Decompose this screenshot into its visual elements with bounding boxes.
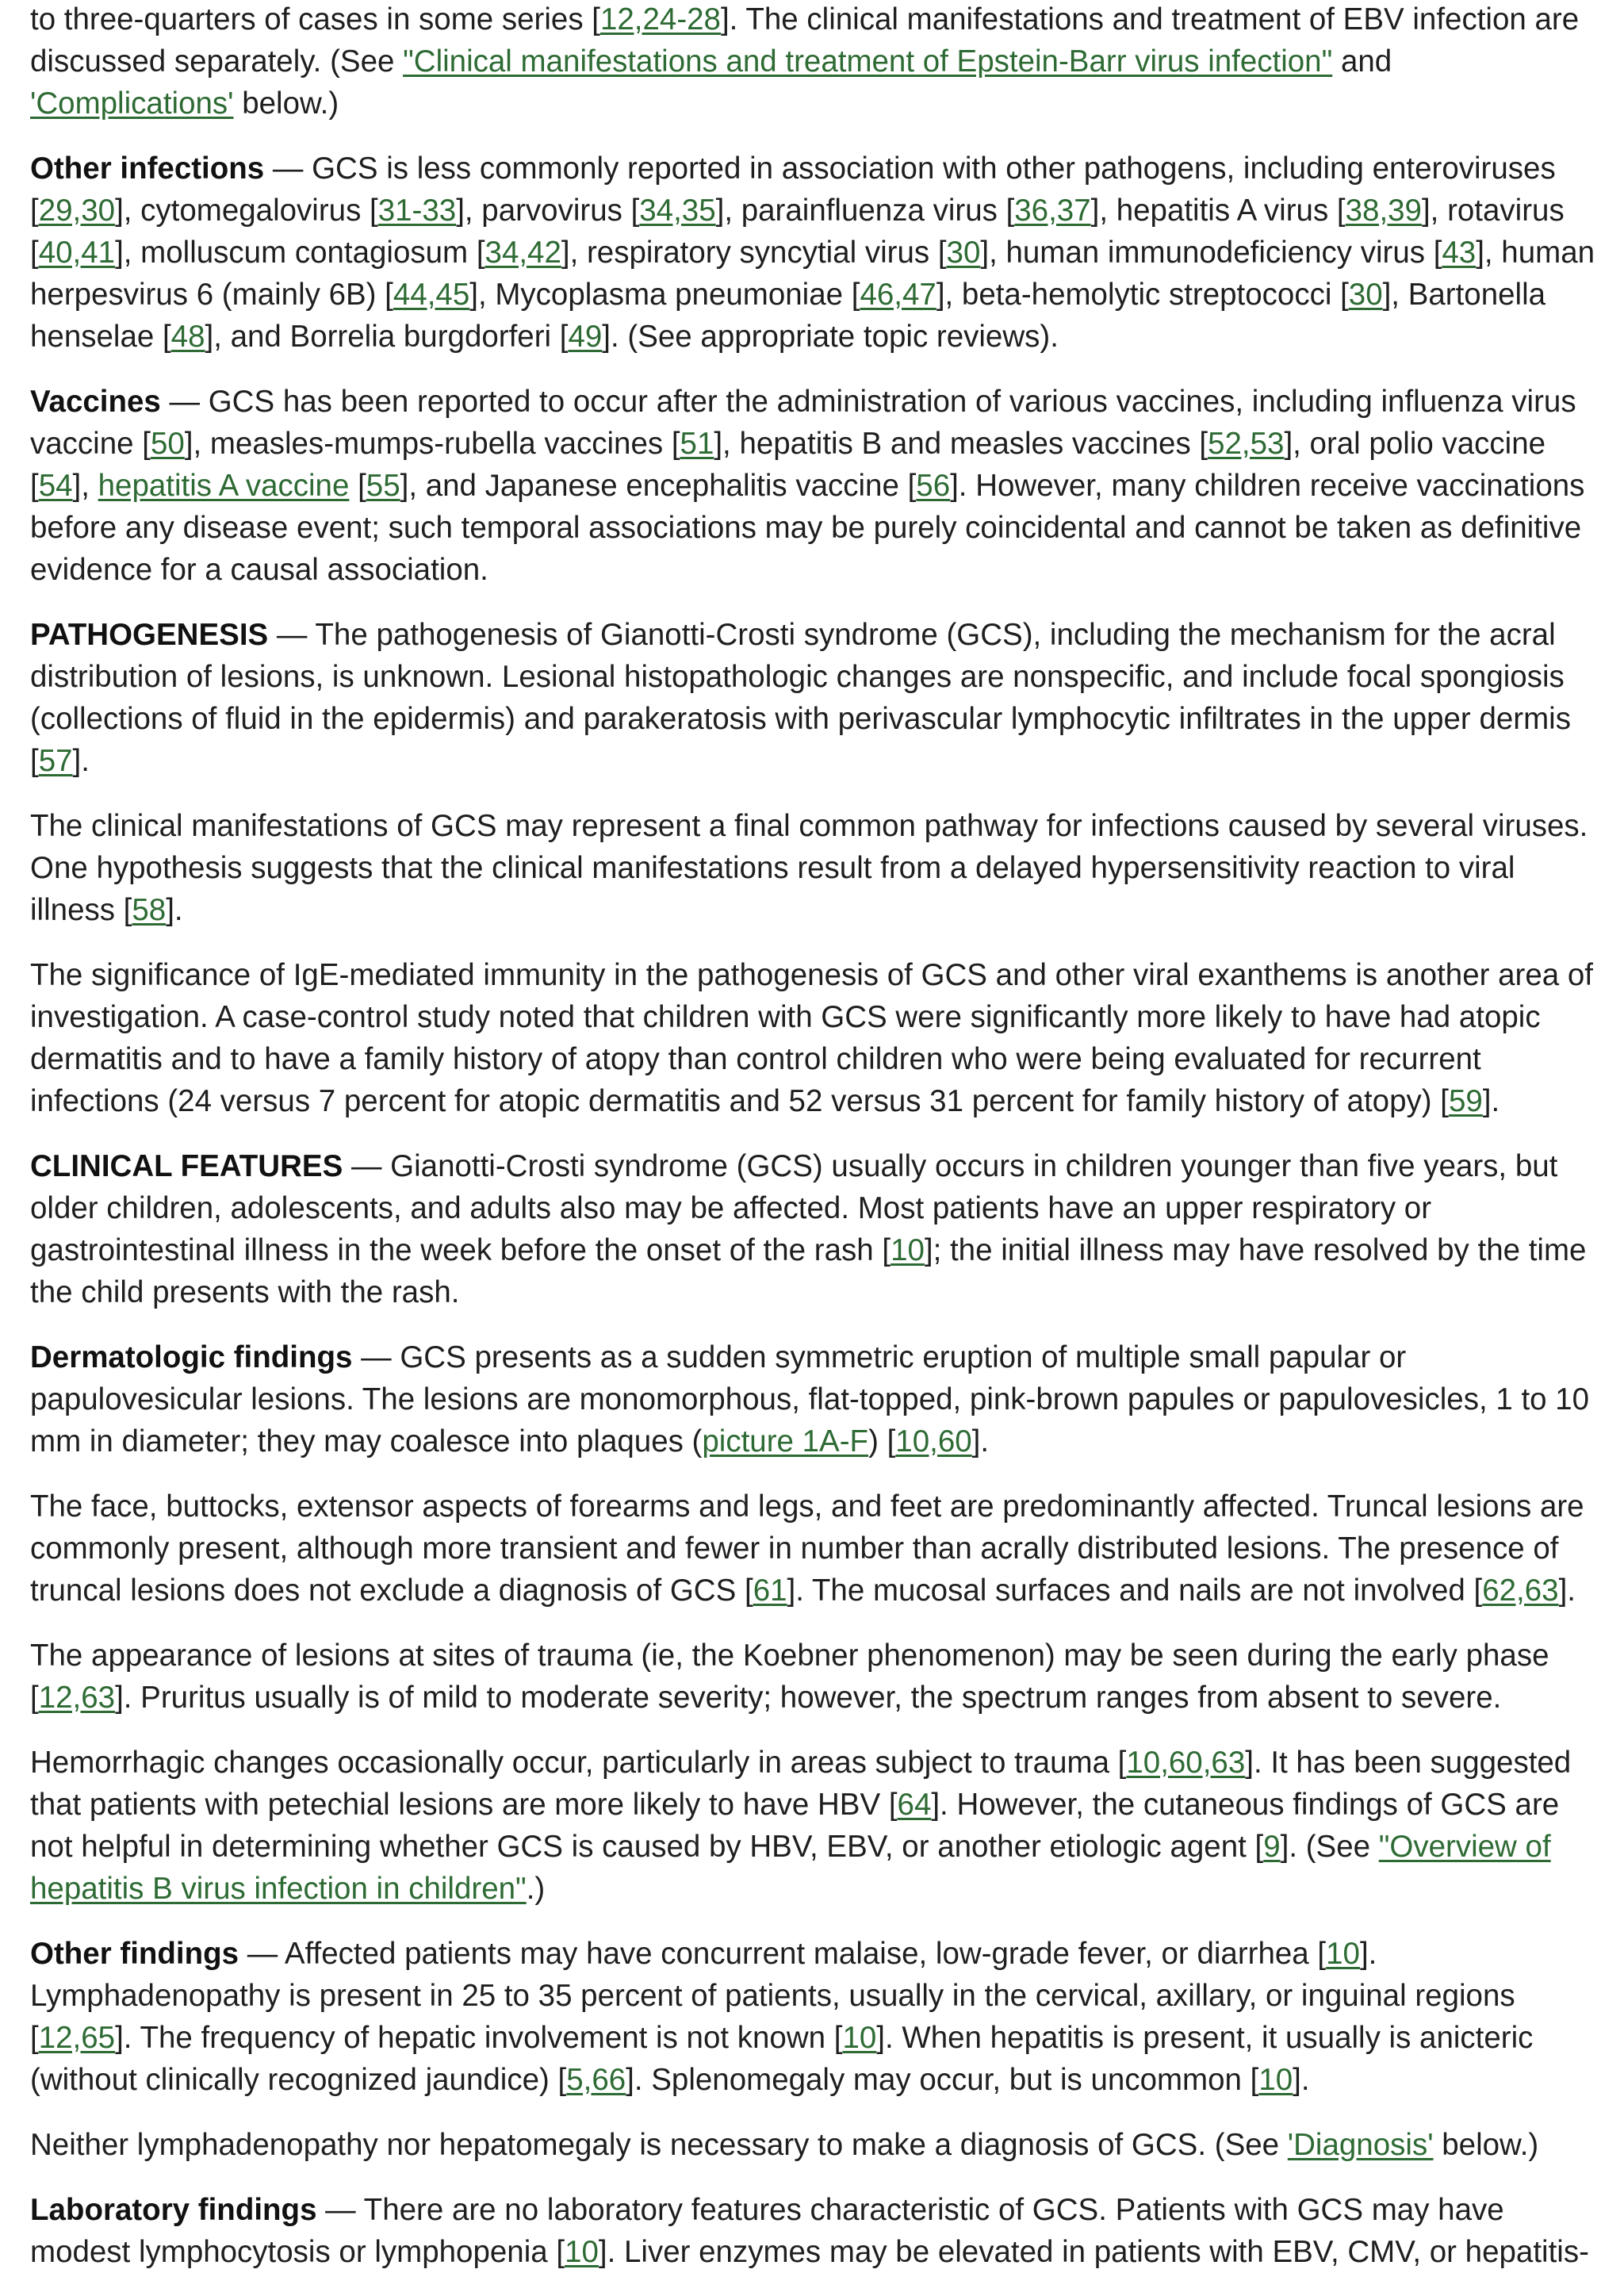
paragraph-distribution xyxy=(30,1485,1596,1612)
reference-link[interactable]: 50 xyxy=(150,427,185,461)
body-text: ], measles-mumps-rubella vaccines [ xyxy=(184,427,680,461)
paragraph-dermatologic-findings xyxy=(30,1336,1596,1462)
reference-link[interactable]: 12,65 xyxy=(38,2021,116,2055)
body-text: ]. Splenomegaly may occur, but is uncommon [ xyxy=(626,2063,1259,2097)
topic-link[interactable]: "Clinical manifestations and treatment of Epstein-Barr virus infection" xyxy=(403,44,1333,79)
reference-link[interactable]: 10,60,63 xyxy=(1126,1746,1246,1780)
body-text: ]. (See xyxy=(1280,1830,1379,1864)
section-heading: Other infections xyxy=(30,151,265,186)
reference-link[interactable]: 40,41 xyxy=(38,236,116,270)
reference-link[interactable]: 34,42 xyxy=(485,236,561,270)
reference-link[interactable]: 52,53 xyxy=(1208,427,1285,461)
body-text: The appearance of lesions at sites of trauma (ie, the Koebner phenomenon) may be seen during the early phase [ xyxy=(30,1639,1549,1715)
body-text: Neither lymphadenopathy nor hepatomegaly is necessary to make a diagnosis of GCS. (See xyxy=(30,2128,1288,2162)
paragraph-clinical-features xyxy=(30,1145,1596,1313)
body-text: ]. xyxy=(1293,2063,1310,2097)
body-text: ], oral polio vaccine [ xyxy=(30,427,1546,503)
body-text: [ xyxy=(349,469,366,503)
body-text: ]. xyxy=(166,893,183,927)
article-body xyxy=(30,0,1596,2296)
topic-link[interactable]: "Overview of hepatitis B virus infection in children" xyxy=(30,1830,1551,1906)
reference-link[interactable]: 51 xyxy=(680,427,714,461)
reference-link[interactable]: 57 xyxy=(38,744,73,778)
body-text: — GCS has been reported to occur after the administration of various vaccines, including influenza virus vaccine [ xyxy=(30,385,1576,461)
body-text: ]. xyxy=(1482,1084,1500,1118)
reference-link[interactable]: 54 xyxy=(38,469,73,503)
topic-link[interactable]: picture 1A-F xyxy=(702,1424,869,1458)
topic-link[interactable]: hepatitis A vaccine xyxy=(98,469,350,503)
body-text: ]. The mucosal surfaces and nails are not involved [ xyxy=(787,1573,1483,1608)
body-text: to three-quarters of cases in some series [ xyxy=(30,2,600,36)
paragraph-hemorrhagic xyxy=(30,1742,1596,1910)
body-text: ], hepatitis A virus [ xyxy=(1090,194,1346,228)
body-text: ]; the initial illness may have resolved by the time the child presents with the rash. xyxy=(30,1233,1587,1309)
paragraph-pathogenesis xyxy=(30,614,1596,782)
paragraph-koebner xyxy=(30,1635,1596,1719)
paragraph-laboratory-findings xyxy=(30,2189,1596,2273)
body-text: below.) xyxy=(1433,2128,1539,2162)
reference-link[interactable]: 44,45 xyxy=(393,278,470,312)
topic-link[interactable]: 'Complications' xyxy=(30,86,234,121)
body-text: below.) xyxy=(233,86,339,121)
body-text: ]. The frequency of hepatic involvement is not known [ xyxy=(115,2021,843,2055)
reference-link[interactable]: 43 xyxy=(1442,236,1477,270)
paragraph-ebv-continued xyxy=(30,0,1596,125)
reference-link[interactable]: 30 xyxy=(946,236,981,270)
reference-link[interactable]: 10 xyxy=(1326,1937,1360,1971)
body-text: ]. However, many children receive vaccinations before any disease event; such temporal associations may be purely coincidental and cannot be taken as definitive evidence for a causal association. xyxy=(30,469,1585,587)
body-text: ]. It has been suggested that patients with petechial lesions are more likely to have HBV [ xyxy=(30,1746,1572,1822)
reference-link[interactable]: 56 xyxy=(916,469,951,503)
paragraph-final-common-pathway xyxy=(30,805,1596,931)
body-text: ], and Japanese encephalitis vaccine [ xyxy=(400,469,917,503)
body-text: ]. The clinical manifestations and treatment of EBV infection are discussed separately. (See xyxy=(30,2,1580,79)
body-text: — The pathogenesis of Gianotti-Crosti syndrome (GCS), including the mechanism for the acral distribution of lesions, is unknown. Lesional histopathologic changes are nonspecific, and include focal spongiosis (collections of fluid in the epidermis) and parakeratosis with perivascular lymphocytic infiltrates in the upper dermis [ xyxy=(30,618,1571,778)
reference-link[interactable]: 10 xyxy=(1258,2063,1293,2097)
body-text: ], parainfluenza virus [ xyxy=(715,194,1015,228)
body-text: ], beta-hemolytic streptococci [ xyxy=(936,278,1349,312)
reference-link[interactable]: 30 xyxy=(1348,278,1383,312)
reference-link[interactable]: 58 xyxy=(132,893,167,927)
body-text: ]. Pruritus usually is of mild to moderate severity; however, the spectrum ranges from absent to severe. xyxy=(115,1681,1502,1715)
reference-link[interactable]: 12,24-28 xyxy=(599,2,721,36)
reference-link[interactable]: 31-33 xyxy=(377,194,457,228)
paragraph-not-necessary xyxy=(30,2124,1596,2166)
body-text: — Affected patients may have concurrent malaise, low-grade fever, or diarrhea [ xyxy=(239,1937,1327,1971)
body-text: ]. xyxy=(1558,1573,1576,1608)
section-heading: Dermatologic findings xyxy=(30,1340,353,1374)
reference-link[interactable]: 12,63 xyxy=(38,1681,116,1715)
reference-link[interactable]: 34,35 xyxy=(639,194,716,228)
body-text: ) [ xyxy=(868,1424,896,1458)
section-heading: Laboratory findings xyxy=(30,2193,317,2227)
body-text: — GCS presents as a sudden symmetric eruption of multiple small papular or papulovesicular lesions. The lesions are monomorphous, flat-topped, pink-brown papules or papulovesicles, 1 to 10 mm in diameter; they may coalesce into plaques ( xyxy=(30,1340,1590,1458)
body-text: ]. xyxy=(72,744,90,778)
paragraph-ige-immunity xyxy=(30,954,1596,1122)
body-text: ], cytomegalovirus [ xyxy=(115,194,378,228)
body-text: — GCS is less commonly reported in association with other pathogens, including enteroviruses [ xyxy=(30,151,1556,228)
reference-link[interactable]: 38,39 xyxy=(1345,194,1422,228)
body-text: ], rotavirus [ xyxy=(30,194,1565,270)
body-text: ], and Borrelia burgdorferi [ xyxy=(205,320,569,354)
section-heading: CLINICAL FEATURES xyxy=(30,1149,343,1183)
body-text: ], molluscum contagiosum [ xyxy=(115,236,485,270)
body-text: ]. xyxy=(971,1424,990,1458)
reference-link[interactable]: 5,66 xyxy=(566,2063,626,2097)
body-text: Hemorrhagic changes occasionally occur, particularly in areas subject to trauma [ xyxy=(30,1746,1127,1780)
reference-link[interactable]: 49 xyxy=(568,320,603,354)
body-text: ]. However, the cutaneous findings of GCS are not helpful in determining whether GCS is caused by HBV, EBV, or another etiologic agent [ xyxy=(30,1788,1560,1864)
topic-link[interactable]: 'Diagnosis' xyxy=(1287,2128,1434,2162)
reference-link[interactable]: 46,47 xyxy=(860,278,936,312)
reference-link[interactable]: 55 xyxy=(366,469,400,503)
body-text: ], xyxy=(72,469,98,503)
body-text: ]. Lymphadenopathy is present in 25 to 35 percent of patients, usually in the cervical, axillary, or inguinal regions [ xyxy=(30,1937,1515,2055)
body-text: ], Bartonella henselae [ xyxy=(30,278,1546,354)
body-text: ]. When hepatitis is present, it usually is anicteric (without clinically recognized jaundice) [ xyxy=(30,2021,1534,2097)
paragraph-other-infections xyxy=(30,148,1596,358)
body-text: ], parvovirus [ xyxy=(456,194,640,228)
reference-link[interactable]: 64 xyxy=(897,1788,932,1822)
paragraph-vaccines xyxy=(30,381,1596,591)
reference-link[interactable]: 48 xyxy=(170,320,205,354)
paragraph-other-findings xyxy=(30,1933,1596,2101)
reference-link[interactable]: 61 xyxy=(753,1573,787,1608)
section-heading: PATHOGENESIS xyxy=(30,618,269,652)
reference-link[interactable]: 9 xyxy=(1263,1830,1281,1864)
body-text: The face, buttocks, extensor aspects of forearms and legs, and feet are predominantly affected. Truncal lesions are commonly present, although more transient and fewer in number than acrally distributed lesions. The presence of truncal lesions does not exclude a diagnosis of GCS [ xyxy=(30,1489,1584,1608)
reference-link[interactable]: 36,37 xyxy=(1014,194,1091,228)
body-text: ], hepatitis B and measles vaccines [ xyxy=(714,427,1208,461)
body-text: — Gianotti-Crosti syndrome (GCS) usually occurs in children younger than five years, but older children, adolescents, and adults also may be affected. Most patients have an upper respiratory or gastrointestinal illness in the week before the onset of the rash [ xyxy=(30,1149,1558,1267)
reference-link[interactable]: 10 xyxy=(842,2021,877,2055)
section-heading: Other findings xyxy=(30,1937,239,1971)
body-text: ], human herpesvirus 6 (mainly 6B) [ xyxy=(30,236,1595,312)
reference-link[interactable]: 29,30 xyxy=(38,194,116,228)
body-text: The clinical manifestations of GCS may represent a final common pathway for infections caused by several viruses. One hypothesis suggests that the clinical manifestations result from a delayed hypersensitivity reaction to viral illness [ xyxy=(30,809,1588,927)
body-text: ]. Liver enzymes may be elevated in patients with EBV, CMV, or hepatitis- xyxy=(598,2235,1589,2269)
reference-link[interactable]: 10,60 xyxy=(895,1424,972,1458)
reference-link[interactable]: 10 xyxy=(891,1233,925,1267)
reference-link[interactable]: 10 xyxy=(565,2235,599,2269)
body-text: ], Mycoplasma pneumoniae [ xyxy=(469,278,860,312)
body-text: and xyxy=(1332,44,1392,79)
reference-link[interactable]: 62,63 xyxy=(1482,1573,1559,1608)
reference-link[interactable]: 59 xyxy=(1448,1084,1483,1118)
body-text: ], respiratory syncytial virus [ xyxy=(561,236,947,270)
body-text: — There are no laboratory features characteristic of GCS. Patients with GCS may have modest lymphocytosis or lymphopenia [ xyxy=(30,2193,1504,2269)
body-text: ], human immunodeficiency virus [ xyxy=(980,236,1442,270)
body-text: ]. (See appropriate topic reviews). xyxy=(602,320,1059,354)
section-heading: Vaccines xyxy=(30,385,161,419)
body-text: .) xyxy=(526,1872,546,1906)
body-text: The significance of IgE-mediated immunity in the pathogenesis of GCS and other viral exanthems is another area of investigation. A case-control study noted that children with GCS were significantly more likely to have had atopic dermatitis and to have a family history of atopy than control children who were being evaluated for recurrent infections (24 versus 7 percent for atopic dermatitis and 52 versus 31 percent for family history of atopy) [ xyxy=(30,958,1593,1118)
